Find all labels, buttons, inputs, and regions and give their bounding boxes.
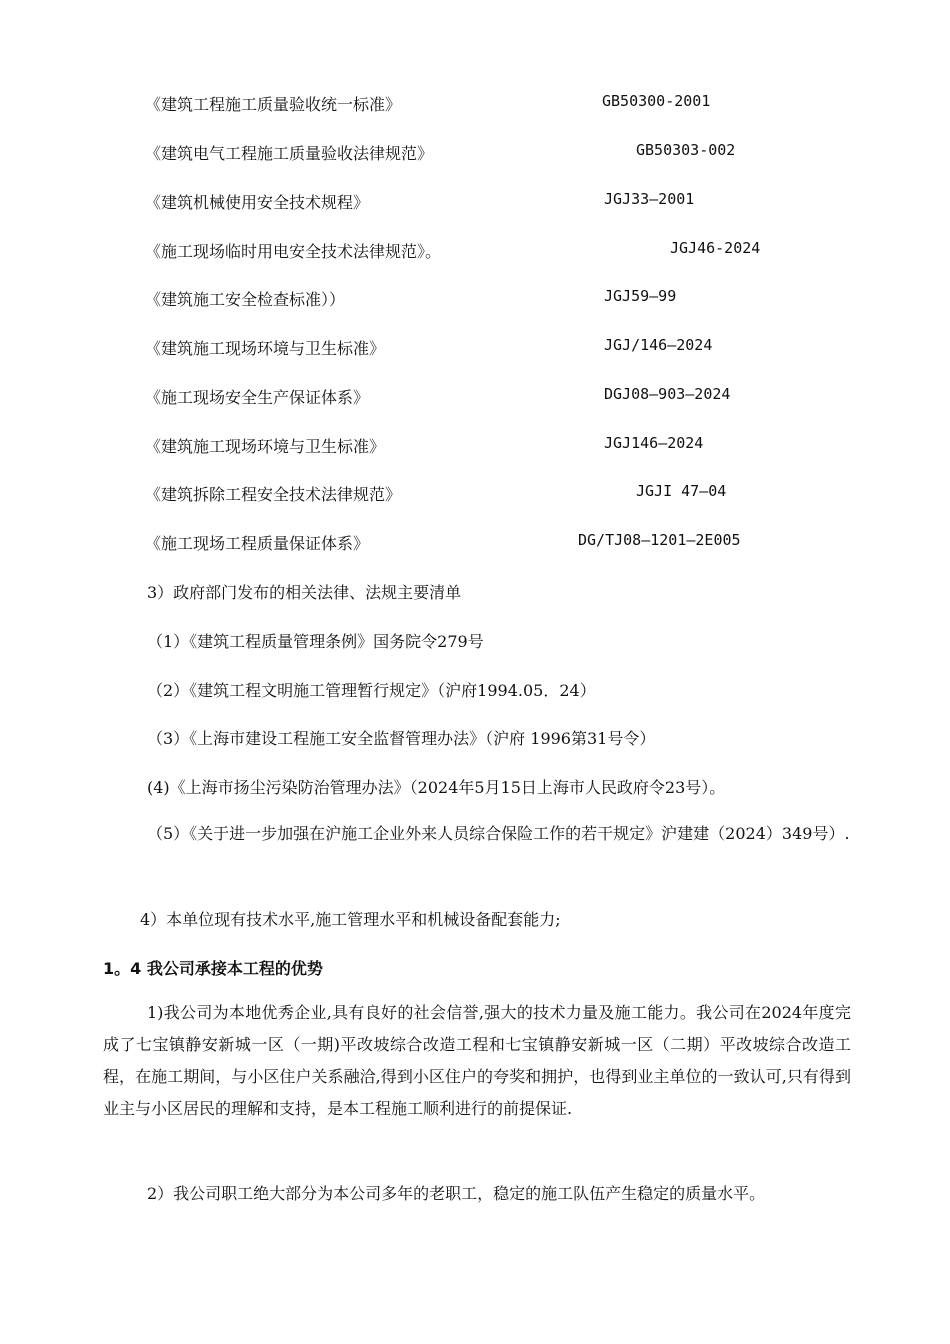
standard-name: 《建筑机械使用安全技术规程》 [145,193,370,212]
standard-name: 《建筑施工现场环境与卫生标准》 [145,437,386,456]
standard-code: GB50300-2001 [602,92,711,110]
standard-row [0,92,950,122]
standard-code: DG/TJ08—1201—2E005 [578,531,741,549]
standard-row [0,141,950,171]
advantage-paragraph: 2）我公司职工绝大部分为本公司多年的老职工，稳定的施工队伍产生稳定的质量水平。 [147,1184,766,1203]
section-4-line: 4）本单位现有技术水平,施工管理水平和机械设备配套能力; [140,910,561,929]
standard-row [0,287,950,317]
standard-name: 《施工现场工程质量保证体系》 [145,534,370,553]
advantage-paragraph: 1)我公司为本地优秀企业,具有良好的社会信誉,强大的技术力量及施工能力。我公司在2024年度完成了七宝镇静安新城一区（一期)平改坡综合改造工程和七宝镇静安新城一区（二期）平改坡综合改造工程，在施工期间，与小区住户关系融洽,得到小区住户的夸奖和拥护，也得到业主单位的一致认可,只有得到业主与小区居民的理解和支持，是本工程施工顺利进行的前提保证. [103,1003,851,1118]
standard-name: 《建筑电气工程施工质量验收法律规范》 [145,144,434,163]
standard-name: 《施工现场临时用电安全技术法律规范》。 [145,242,442,261]
standard-row [0,482,950,512]
standard-code: JGJ46-2024 [670,239,761,257]
standard-row [0,336,950,366]
standard-code: JGJ33—2001 [604,190,695,208]
standard-row [0,190,950,220]
standard-name: 《施工现场安全生产保证体系》 [145,388,370,407]
regulation-item: （3）《上海市建设工程施工安全监督管理办法》（沪府 1996第31号令） [147,729,656,748]
standard-code: JGJ146—2024 [604,434,704,452]
standard-code: GB50303-002 [636,141,736,159]
standard-code: JGJI 47—04 [636,482,727,500]
standard-row [0,531,950,561]
standard-name: 《建筑施工现场环境与卫生标准》 [145,339,386,358]
regulation-item: （5）《关于进一步加强在沪施工企业外来人员综合保险工作的若干规定》沪建建（2024）349号）. [147,824,850,843]
regulation-item: （1）《建筑工程质量管理条例》国务院令279号 [147,632,484,651]
standard-code: JGJ59—99 [604,287,677,305]
standard-code: DGJ08—903—2024 [604,385,731,403]
standard-code: JGJ/146—2024 [604,336,713,354]
standard-name: 《建筑施工安全检查标准）） [145,290,346,309]
standard-name: 《建筑拆除工程安全技术法律规范》 [145,485,402,504]
standard-name: 《建筑工程施工质量验收统一标准》 [145,95,402,114]
standard-row [0,239,950,269]
section-3-title: 3）政府部门发布的相关法律、法规主要清单 [147,583,462,602]
standard-row [0,385,950,415]
standard-row [0,434,950,464]
regulation-item: （2）《建筑工程文明施工管理暂行规定》（沪府1994.05．24） [147,681,596,700]
regulation-item: (4)《上海市扬尘污染防治管理办法》（2024年5月15日上海市人民政府令23号）。 [147,778,726,797]
section-heading: 1。4 我公司承接本工程的优势 [103,959,323,978]
